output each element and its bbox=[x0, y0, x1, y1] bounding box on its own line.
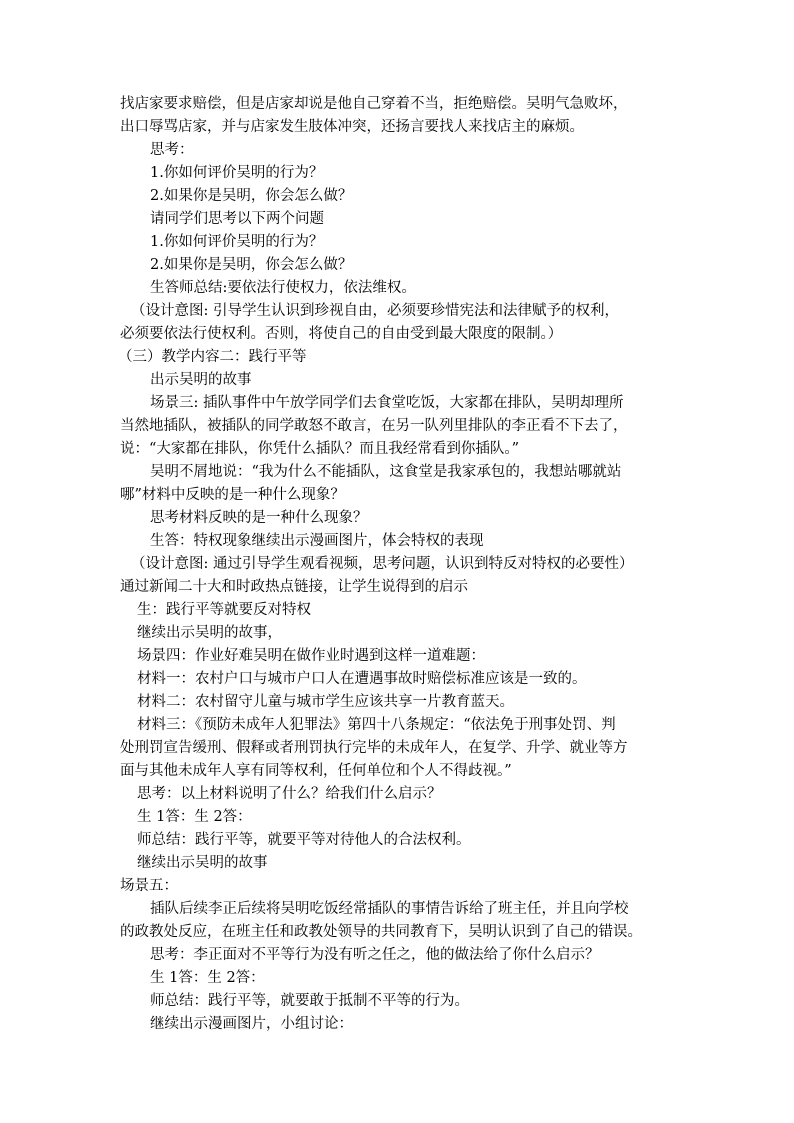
text-line: 场景三: 插队事件中午放学同学们去食堂吃饭，大家都在排队，吴明却理所 bbox=[150, 395, 624, 411]
text-line: 必须要依法行使权利。否则，将使自己的自由受到最大限度的限制。） bbox=[120, 326, 563, 342]
text-line: 吴明不屑地说：“我为什么不能插队，这食堂是我家承包的，我想站哪就站 bbox=[150, 464, 622, 480]
text-line: 场景四：作业好难吴明在做作业时遇到这样一道难题： bbox=[137, 648, 485, 664]
text-line: 请同学们思考以下两个问题 bbox=[150, 211, 324, 227]
text-line: 继续出示吴明的故事， bbox=[137, 625, 282, 641]
text-line: 思考材料反映的是一种什么现象？ bbox=[150, 510, 368, 526]
text-line: 生答师总结:要依法行使权力，依法维权。 bbox=[150, 280, 416, 296]
text-line: （设计意图: 引导学生认识到珍视自由，必须要珍惜宪法和法律赋予的权利， bbox=[131, 303, 619, 319]
text-line: 材料二：农村留守儿童与城市学生应该共享一片教育蓝天。 bbox=[137, 694, 514, 710]
text-line: 处刑罚宣告缓刑、假释或者刑罚执行完毕的未成年人，在复学、升学、就业等方 bbox=[120, 740, 628, 756]
text-line: 2.如果你是吴明，你会怎么做？ bbox=[150, 188, 353, 204]
text-line: 面与其他未成年人享有同等权利，任何单位和个人不得歧视。” bbox=[120, 763, 512, 779]
text-line: 1.你如何评价吴明的行为？ bbox=[150, 234, 324, 250]
text-line: 的政教处反应，在班主任和政教处领导的共同教育下，吴明认识到了自己的错误。 bbox=[120, 924, 642, 940]
text-line: 出口辱骂店家，并与店家发生肢体冲突，还扬言要找人来找店主的麻烦。 bbox=[120, 119, 584, 135]
text-line: 1.你如何评价吴明的行为？ bbox=[150, 165, 324, 181]
text-line: 哪”材料中反映的是一种什么现象？ bbox=[120, 487, 345, 503]
text-line: 思考：以上材料说明了什么？给我们什么启示？ bbox=[137, 786, 442, 802]
text-line: 继续出示漫画图片，小组讨论： bbox=[150, 1016, 353, 1032]
text-line: 说：“大家都在排队，你凭什么插队？而且我经常看到你插队。” bbox=[120, 441, 520, 457]
section-heading: （三）教学内容二：践行平等 bbox=[118, 349, 307, 365]
text-line: 师总结：践行平等，就要敢于抵制不平等的行为。 bbox=[150, 993, 469, 1009]
text-line: 生 1答：生 2答： bbox=[150, 970, 265, 986]
text-line: 通过新闻二十大和时政热点链接，让学生说得到的启示 bbox=[120, 579, 468, 595]
text-line: 生答：特权现象继续出示漫画图片，体会特权的表现 bbox=[150, 533, 484, 549]
text-line: 继续出示吴明的故事 bbox=[137, 855, 268, 871]
text-line: 出示吴明的故事 bbox=[150, 372, 252, 388]
text-line: 材料一：农村户口与城市户口人在遭遇事故时赔偿标准应该是一致的。 bbox=[137, 671, 587, 687]
text-line: 插队后续李正后续将吴明吃饭经常插队的事情告诉给了班主任，并且向学校 bbox=[150, 901, 629, 917]
text-line: 当然地插队，被插队的同学敢怒不敢言，在另一队列里排队的李正看不下去了， bbox=[120, 418, 628, 434]
text-line: 场景五： bbox=[120, 878, 178, 894]
text-line: 生：践行平等就要反对特权 bbox=[137, 602, 311, 618]
text-line: 师总结：践行平等，就要平等对待他人的合法权利。 bbox=[137, 832, 471, 848]
text-line: 生 1答：生 2答： bbox=[137, 809, 252, 825]
text-line: 思考：李正面对不平等行为没有听之任之，他的做法给了你什么启示？ bbox=[150, 947, 600, 963]
text-line: 材料三：《预防未成年人犯罪法》第四十八条规定：“依法免于刑事处罚、判 bbox=[137, 717, 616, 733]
text-line: 找店家要求赔偿，但是店家却说是他自己穿着不当，拒绝赔偿。吴明气急败坏， bbox=[120, 96, 628, 112]
text-line: （设计意图: 通过引导学生观看视频，思考问题，认识到特反对特权的必要性） bbox=[131, 556, 634, 572]
text-line: 2.如果你是吴明，你会怎么做？ bbox=[150, 257, 353, 273]
text-line: 思考： bbox=[150, 142, 194, 158]
